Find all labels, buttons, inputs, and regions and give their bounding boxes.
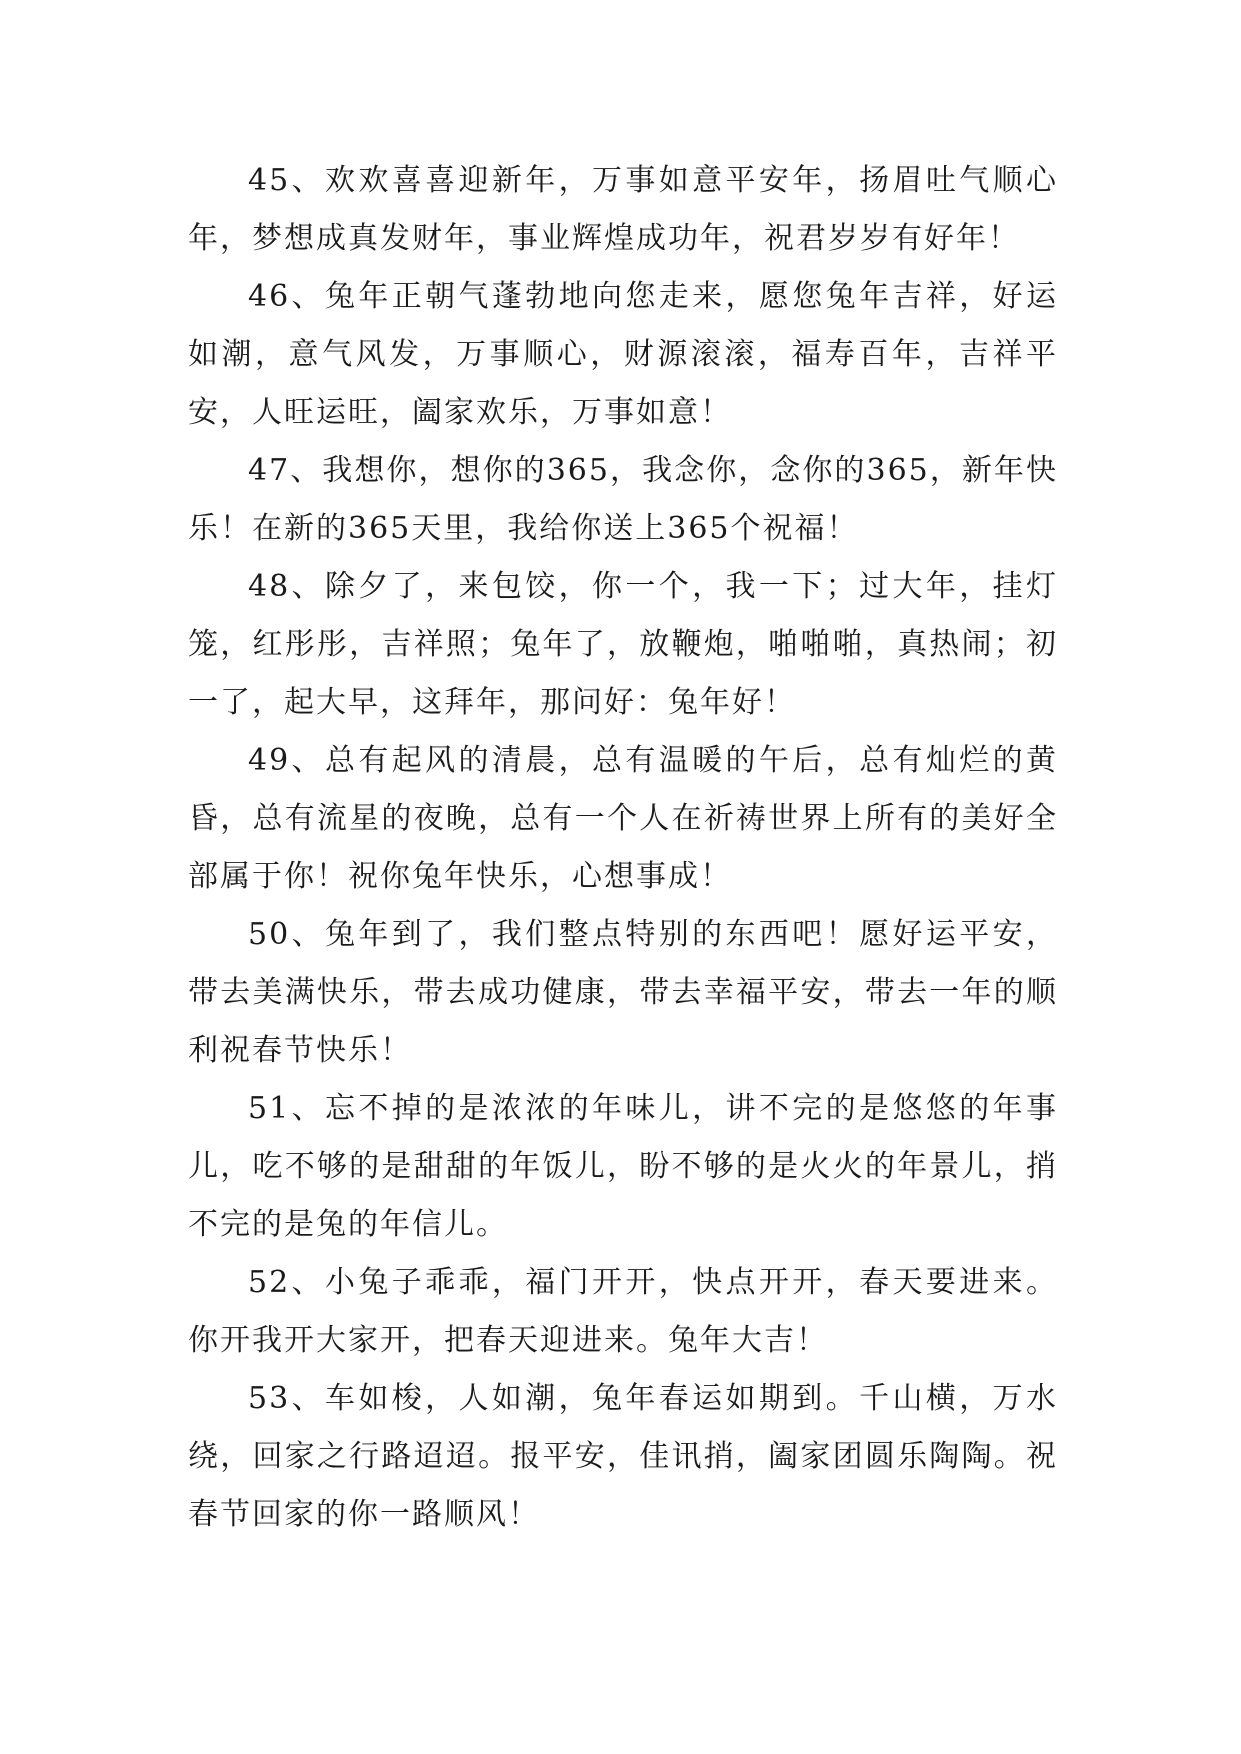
paragraph-48: 48、除夕了，来包饺，你一个，我一下；过大年，挂灯笼，红彤彤，吉祥照；兔年了，放鞭炮，啪啪啪，真热闹；初一了，起大早，这拜年，那问好：兔年好！ (188, 569, 1058, 720)
paragraph-49: 49、总有起风的清晨，总有温暖的午后，总有灿烂的黄昏，总有流星的夜晚，总有一个人在祈祷世界上所有的美好全部属于你！祝你兔年快乐，心想事成！ (188, 743, 1058, 894)
paragraph-53: 53、车如梭，人如潮，兔年春运如期到。千山横，万水绕，回家之行路迢迢。报平安，佳讯捎，阖家团圆乐陶陶。祝春节回家的你一路顺风！ (188, 1381, 1058, 1532)
paragraph-45: 45、欢欢喜喜迎新年，万事如意平安年，扬眉吐气顺心年，梦想成真发财年，事业辉煌成功年，祝君岁岁有好年！ (188, 163, 1058, 256)
paragraph-51: 51、忘不掉的是浓浓的年味儿，讲不完的是悠悠的年事儿，吃不够的是甜甜的年饭儿，盼不够的是火火的年景儿，捎不完的是兔的年信儿。 (188, 1091, 1058, 1242)
document-body (188, 152, 1058, 1544)
paragraph-46: 46、兔年正朝气蓬勃地向您走来，愿您兔年吉祥，好运如潮，意气风发，万事顺心，财源滚滚，福寿百年，吉祥平安，人旺运旺，阖家欢乐，万事如意！ (188, 279, 1058, 430)
paragraph-47: 47、我想你，想你的365，我念你，念你的365，新年快乐！在新的365天里，我给你送上365个祝福！ (188, 453, 1058, 546)
paragraph-52: 52、小兔子乖乖，福门开开，快点开开，春天要进来。你开我开大家开，把春天迎进来。兔年大吉！ (188, 1265, 1058, 1358)
paragraph-50: 50、兔年到了，我们整点特别的东西吧！愿好运平安，带去美满快乐，带去成功健康，带去幸福平安，带去一年的顺利祝春节快乐！ (188, 917, 1058, 1068)
